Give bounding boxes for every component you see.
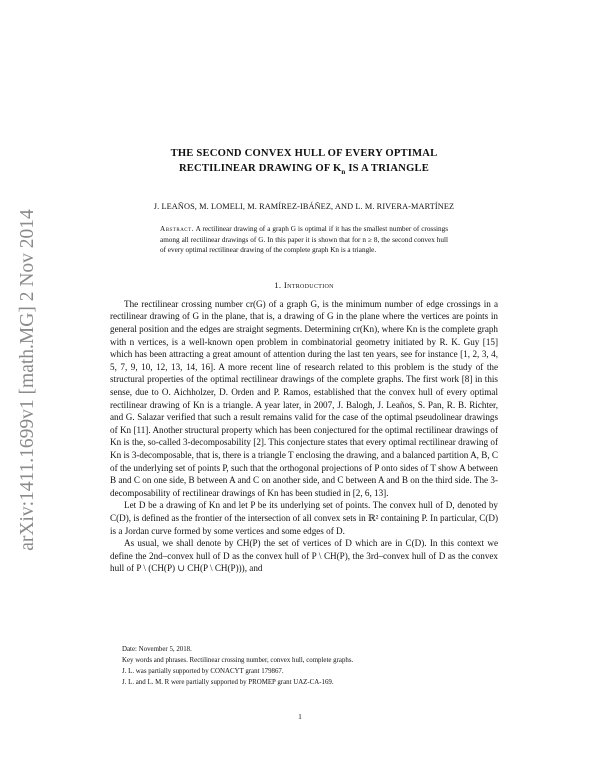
footnote-conacyt: J. L. was partially supported by CONACYT grant 179867. bbox=[122, 668, 284, 675]
paragraph-2: Let D be a drawing of Kn and let P be its underlying set of points. The convex hull of D, denoted by C(D), is defined as the frontier of the intersection of all convex sets in ℝ² containing P. In particular, C(D) is a Jordan curve formed by some vertices and some edges of D. bbox=[110, 500, 498, 536]
paper-title bbox=[110, 146, 498, 180]
paper-authors: J. LEAÑOS, M. LOMELI, M. RAMÍREZ-IBÁÑEZ, AND L. M. RIVERA-MARTÍNEZ bbox=[153, 202, 455, 212]
abstract-text: A rectilinear drawing of a graph G is optimal if it has the smallest number of crossings among all rectilinear drawings of G. In this paper it is shown that for n ≥ 8, the second convex hull of every optimal rectilinear drawing of the complete graph Kn is a triangle. bbox=[160, 225, 448, 255]
page-number: 1 bbox=[298, 712, 302, 721]
title-line-2-end: IS A TRIANGLE bbox=[345, 163, 430, 174]
title-subscript: n bbox=[341, 168, 346, 177]
paragraph-3: As usual, we shall denote by CH(P) the set of vertices of D which are in C(D). In this context we define the 2nd–convex hull of D as the convex hull of P \ CH(P), the 3rd–convex hull of D as the convex hull of P \ (CH(P) ∪ CH(P \ CH(P))), and bbox=[110, 538, 498, 574]
footnotes bbox=[110, 644, 498, 688]
footnote-keywords: Key words and phrases. Rectilinear crossing number, convex hull, complete graphs. bbox=[122, 657, 354, 664]
paragraph-1: The rectilinear crossing number cr(G) of a graph G, is the minimum number of edge crossings in a rectilinear drawing of G in the plane, that is, a drawing of G in the plane where the vertices are points in general position and the edges are straight segments. Determining cr(Kn), where Kn is the complete graph with n vertices, is a well-known open problem in combinatorial geometry initiated by R. K. Guy [15] which has been attracting a great amount of attention during the last ten years, see for instance [1, 2, 3, 4, 5, 7, 9, 10, 12, 13, 14, 16]. A more recent line of research related to this problem is the study of the structural properties of the optimal rectilinear drawings of the complete graphs. The first work [8] in this sense, due to O. Aichholzer, D. Orden and P. Ramos, established that the convex hull of every optimal rectilinear drawing of Kn is a triangle. A year later, in 2007, J. Balogh, J. Leaños, S. Pan, R. B. Richter, and G. Salazar verified that such a result remains valid for the case of the optimal pseudolinear drawings of Kn [11]. Another structural property which has been conjectured for the optimal rectilinear drawings of Kn is the, so-called 3-decomposability [2]. This conjecture states that every optimal rectilinear drawing of Kn is 3-decomposable, that is, there is a triangle T enclosing the drawing, and a balanced partition A, B, C of the underlying set of points P, such that the orthogonal projections of P onto sides of T show A between B and C on one side, B between A and C on another side, and C between A and B on the third side. The 3-decomposability of rectilinear drawings of Kn has been studied in [2, 6, 13]. bbox=[110, 298, 498, 498]
arxiv-stamp bbox=[8, 170, 48, 590]
arxiv-identifier: arXiv:1411.1699v1 [math.MG] 2 Nov 2014 bbox=[17, 209, 38, 551]
abstract-label: Abstract. bbox=[160, 225, 194, 234]
abstract bbox=[160, 224, 448, 256]
title-line-1: THE SECOND CONVEX HULL OF EVERY OPTIMAL bbox=[170, 148, 438, 159]
title-line-2: RECTILINEAR DRAWING OF K bbox=[178, 163, 342, 174]
paper-page bbox=[110, 146, 498, 575]
section-heading-introduction: 1. Introduction bbox=[274, 279, 334, 290]
footnote-date: Date: November 5, 2018. bbox=[122, 646, 192, 653]
footnote-promep: J. L. and L. M. R were partially supported by PROMEP grant UAZ-CA-169. bbox=[122, 679, 334, 686]
